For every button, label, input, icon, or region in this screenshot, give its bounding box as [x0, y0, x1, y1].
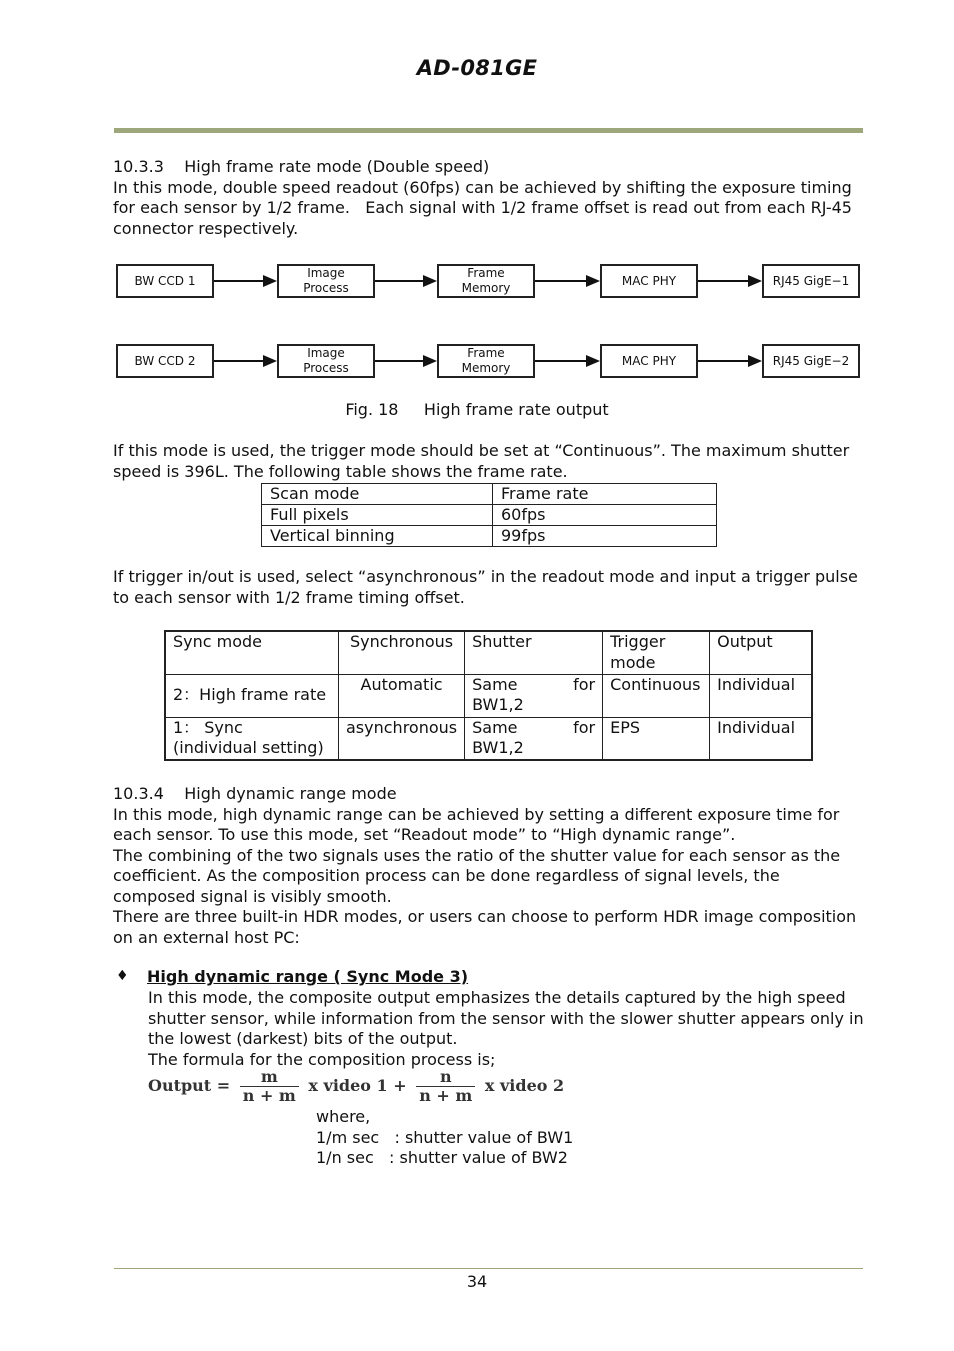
definition-n: 1/n sec : shutter value of BW2 — [316, 1148, 568, 1167]
diagram-box: BW CCD 2 — [116, 344, 214, 378]
footer-divider — [114, 1268, 863, 1269]
table-row — [165, 717, 812, 760]
header-cell: Trigger mode — [603, 631, 710, 674]
table-cell: Individual — [710, 674, 812, 717]
header-cell: Output — [710, 631, 812, 674]
table-cell: Vertical binning — [262, 526, 493, 547]
formula-lhs: Output = — [148, 1076, 231, 1095]
diagram-box: Frame Memory — [437, 344, 535, 378]
arrow-head-icon — [423, 275, 437, 287]
arrow-head-icon — [263, 355, 277, 367]
arrow-line — [698, 360, 748, 362]
section-high-dynamic-range — [113, 784, 865, 948]
table-cell — [465, 717, 603, 760]
numerator: n — [439, 1067, 452, 1086]
cell-text: BW1,2 — [472, 738, 524, 757]
table-cell: Full pixels — [262, 505, 493, 526]
bullet-body — [148, 988, 868, 1070]
denominator: n + m — [416, 1086, 475, 1105]
arrow-head-icon — [423, 355, 437, 367]
figure-caption: Fig. 18 High frame rate output — [345, 400, 609, 419]
table-cell: Continuous — [603, 674, 710, 717]
arrow-head-icon — [748, 275, 762, 287]
arrow-line — [214, 360, 263, 362]
formula-term: x video 2 — [484, 1076, 565, 1095]
formula-term: x video 1 + — [308, 1076, 407, 1095]
diagram-box: MAC PHY — [600, 344, 698, 378]
formula-definitions — [316, 1107, 573, 1169]
arrow-head-icon — [263, 275, 277, 287]
table-cell — [465, 674, 603, 717]
diagram-box: RJ45 GigE−1 — [762, 264, 860, 298]
bullet-text: In this mode, the composite output emphasizes the details captured by the high speed shutter sensor, while information from the sensor with the slower shutter appears only in the lowest (darkest) bits of the output. — [148, 988, 864, 1048]
arrow-line — [375, 280, 423, 282]
fraction-m — [240, 1068, 299, 1105]
header-cell: Frame rate — [493, 484, 717, 505]
section-high-frame-rate — [113, 157, 865, 239]
diagram-box: Image Process — [277, 344, 375, 378]
table-cell: Individual — [710, 717, 812, 760]
table-header-row — [262, 484, 717, 505]
bullet-title: High dynamic range ( Sync Mode 3) — [147, 967, 469, 986]
section-body: In this mode, high dynamic range can be achieved by setting a different exposure time for each sensor. To use this mode, set “Readout mode” to “High dynamic range”. — [113, 804, 840, 844]
diagram-box: MAC PHY — [600, 264, 698, 298]
header-cell: Sync mode — [165, 631, 339, 674]
table-row — [262, 526, 717, 547]
fraction-n — [416, 1068, 475, 1105]
arrow-line — [535, 280, 586, 282]
table-cell: Automatic — [339, 674, 465, 717]
arrow-head-icon — [586, 275, 600, 287]
table-row — [165, 674, 812, 717]
arrow-head-icon — [586, 355, 600, 367]
section-heading: 10.3.3 High frame rate mode (Double speed) — [113, 157, 490, 176]
cell-text: BW1,2 — [472, 695, 524, 714]
header-cell: Synchronous — [339, 631, 465, 674]
trigger-mode-paragraph: If this mode is used, the trigger mode should be set at “Continuous”. The maximum shutter speed is 396L. The following table shows the frame rate. — [113, 441, 850, 481]
async-paragraph: If trigger in/out is used, select “asynchronous” in the readout mode and input a trigger pulse to each sensor with 1/2 frame timing offset. — [113, 567, 858, 607]
diagram-box: RJ45 GigE−2 — [762, 344, 860, 378]
document-title: AD-081GE — [416, 56, 538, 80]
diamond-bullet-icon: ♦ — [116, 968, 129, 984]
definition-m: 1/m sec : shutter value of BW1 — [316, 1127, 574, 1147]
header-divider — [114, 128, 863, 133]
table-cell: 60fps — [493, 505, 717, 526]
denominator: n + m — [240, 1086, 299, 1105]
diagram-box: Frame Memory — [437, 264, 535, 298]
cell-text: for — [573, 717, 596, 737]
section-body: The combining of the two signals uses the ratio of the shutter value for each sensor as the coefficient. As the composition process can be done regardless of signal levels, the composed signal is visibly smooth. — [113, 845, 841, 906]
section-heading: 10.3.4 High dynamic range mode — [113, 784, 397, 803]
table-row — [262, 505, 717, 526]
diagram-box: BW CCD 1 — [116, 264, 214, 298]
table-cell: 99fps — [493, 526, 717, 547]
header-cell: Shutter — [465, 631, 603, 674]
table-header-row — [165, 631, 812, 674]
cell-text: for — [573, 674, 596, 694]
numerator: m — [260, 1067, 278, 1086]
arrow-line — [214, 280, 263, 282]
frame-rate-table — [261, 483, 717, 547]
cell-text: Same — [472, 717, 518, 737]
page-number: 34 — [466, 1272, 488, 1291]
table-cell: asynchronous — [339, 717, 465, 760]
arrow-line — [698, 280, 748, 282]
formula-intro: The formula for the composition process is; — [148, 1049, 496, 1069]
table-cell: EPS — [603, 717, 710, 760]
cell-text: Same — [472, 674, 518, 694]
header-cell: Scan mode — [262, 484, 493, 505]
section-body: In this mode, double speed readout (60fps) can be achieved by shifting the exposure timing for each sensor by 1/2 frame. Each signal with 1/2 frame offset is read out from each RJ-45 connector respectively. — [113, 177, 852, 238]
sync-mode-table — [164, 630, 813, 761]
table-cell: 2：High frame rate — [165, 674, 339, 717]
section-body: There are three built-in HDR modes, or users can choose to perform HDR image composition on an external host PC: — [113, 907, 857, 947]
arrow-head-icon — [748, 355, 762, 367]
arrow-line — [535, 360, 586, 362]
composition-formula — [148, 1068, 564, 1105]
where-label: where, — [316, 1107, 371, 1126]
diagram-box: Image Process — [277, 264, 375, 298]
table-cell: 1： Sync (individual setting) — [165, 717, 339, 760]
arrow-line — [375, 360, 423, 362]
